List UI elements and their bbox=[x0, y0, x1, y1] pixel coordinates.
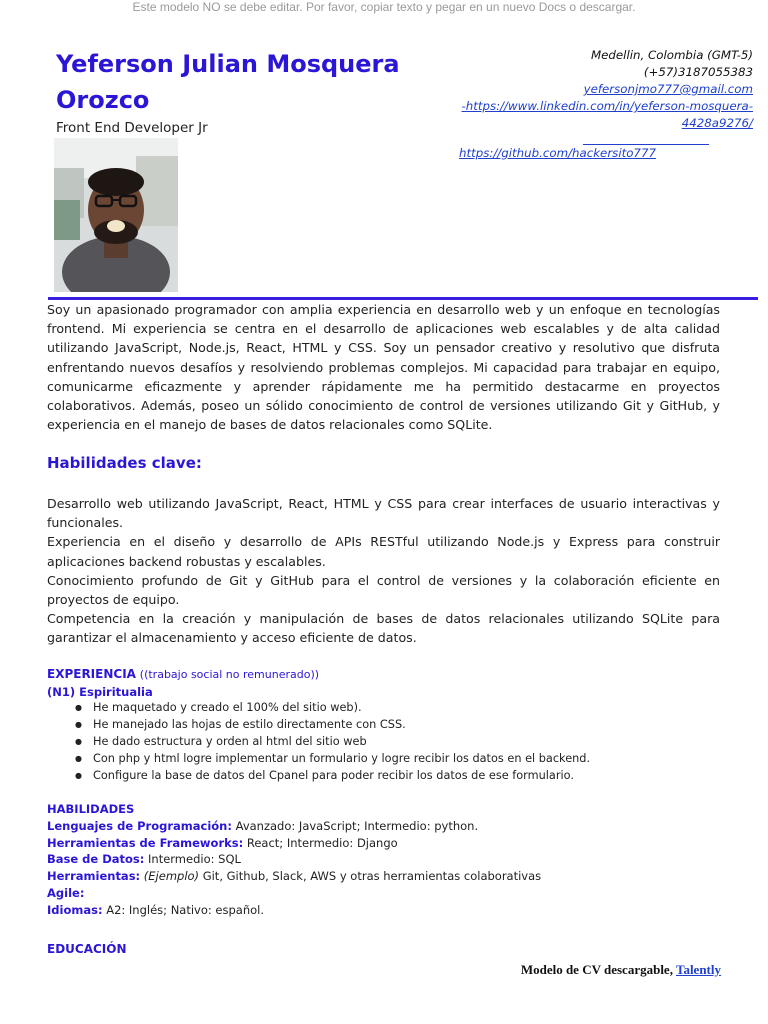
profile-photo bbox=[54, 138, 178, 292]
list-item: ● He dado estructura y orden al html del sitio web bbox=[75, 733, 590, 750]
name-line-2: Orozco bbox=[56, 86, 150, 114]
github-link[interactable]: https://github.com/hackersito777 bbox=[459, 146, 656, 160]
list-item: ● He maquetado y creado el 100% del sitio web). bbox=[75, 699, 590, 716]
email-link[interactable]: yefersonjmo777@gmail.com bbox=[583, 82, 753, 96]
skills-row-frameworks: Herramientas de Frameworks: React; Intermedio: Django bbox=[47, 835, 398, 850]
link-underline-divider bbox=[583, 144, 709, 145]
key-skill-item: Competencia en la creación y manipulación de bases de datos relacionales utilizando SQLite para garantizar el almacenamiento y acceso eficiente de datos. bbox=[47, 611, 720, 646]
profile-summary: Soy un apasionado programador con amplia experiencia en desarrollo web y un enfoque en tecnologías frontend. Mi experiencia se centra en el desarrollo de aplicaciones web escalables y de alta calidad utilizando JavaScript, Node.js, React, HTML y CSS. Soy un pensador creativo y resolutivo que disfruta enfrentando nuevos desafíos y resolviendo problemas complejos. Mi capacidad para trabajar en equipo, comunicarme eficazmente y aprender rápidamente me ha permitido destacarme en proyectos colaborativos. Además, poseo un sólido conocimiento de control de versiones utilizando Git y GitHub, y experiencia en el manejo de bases de datos relacionales como SQLite. bbox=[47, 302, 720, 433]
experience-title: EXPERIENCIA bbox=[47, 667, 136, 681]
key-skill-item: Experiencia en el diseño y desarrollo de APIs RESTful utilizando Node.js y Express para construir aplicaciones backend robustas y escalables. bbox=[47, 534, 720, 569]
location: Medellin, Colombia (GMT-5) bbox=[591, 48, 753, 62]
skills-row-database: Base de Datos: Intermedio: SQL bbox=[47, 852, 241, 867]
experience-note: ((trabajo social no remunerado)) bbox=[139, 668, 320, 681]
linkedin-link-line-2[interactable]: 4428a9276/ bbox=[681, 116, 753, 130]
experience-heading bbox=[47, 667, 319, 681]
key-skills-list bbox=[47, 494, 720, 648]
experience-bullets bbox=[75, 699, 590, 784]
education-heading: EDUCACIÓN bbox=[47, 942, 127, 956]
edit-notice: Este modelo NO se debe editar. Por favor, copiar texto y pegar en un nuevo Docs o descargar. bbox=[132, 0, 636, 14]
list-item: ● Configure la base de datos del Cpanel para poder recibir los datos de ese formulario. bbox=[75, 767, 590, 784]
linkedin-link-line-1[interactable]: -https://www.linkedin.com/in/yeferson-mosquera- bbox=[461, 99, 753, 113]
candidate-name bbox=[56, 46, 436, 118]
footer-text: Modelo de CV descargable, bbox=[520, 962, 676, 977]
skills-row-tools: Herramientas: (Ejemplo) Git, Github, Slack, AWS y otras herramientas colaborativas bbox=[47, 869, 542, 884]
talently-link[interactable]: Talently bbox=[675, 962, 721, 977]
skills-row-agile: Agile: bbox=[47, 885, 85, 900]
key-skill-item: Desarrollo web utilizando JavaScript, React, HTML y CSS para crear interfaces de usuario interactivas y funcionales. bbox=[47, 496, 720, 531]
experience-subtitle: (N1) Espiritualia bbox=[47, 685, 153, 699]
contact-block bbox=[433, 47, 753, 132]
key-skill-item: Conocimiento profundo de Git y GitHub para el control de versiones y la colaboración eficiente en proyectos de equipo. bbox=[47, 572, 720, 608]
skills-heading: HABILIDADES bbox=[47, 802, 135, 816]
job-title: Front End Developer Jr bbox=[56, 120, 208, 136]
footer-credit bbox=[521, 962, 721, 978]
skills-row-idiomas: Idiomas: A2: Inglés; Nativo: español. bbox=[47, 902, 265, 917]
skills-section bbox=[47, 801, 541, 919]
phone: (+57)3187055383 bbox=[643, 65, 753, 79]
list-item: ● Con php y html logre implementar un formulario y logre recibir los datos en el backend. bbox=[75, 750, 590, 767]
key-skills-heading: Habilidades clave: bbox=[47, 454, 202, 472]
name-line-1: Yeferson Julian Mosquera bbox=[56, 50, 400, 78]
list-item: ● He manejado las hojas de estilo directamente con CSS. bbox=[75, 716, 590, 733]
skills-row-languages: Lenguajes de Programación: Avanzado: JavaScript; Intermedio: python. bbox=[47, 818, 479, 833]
